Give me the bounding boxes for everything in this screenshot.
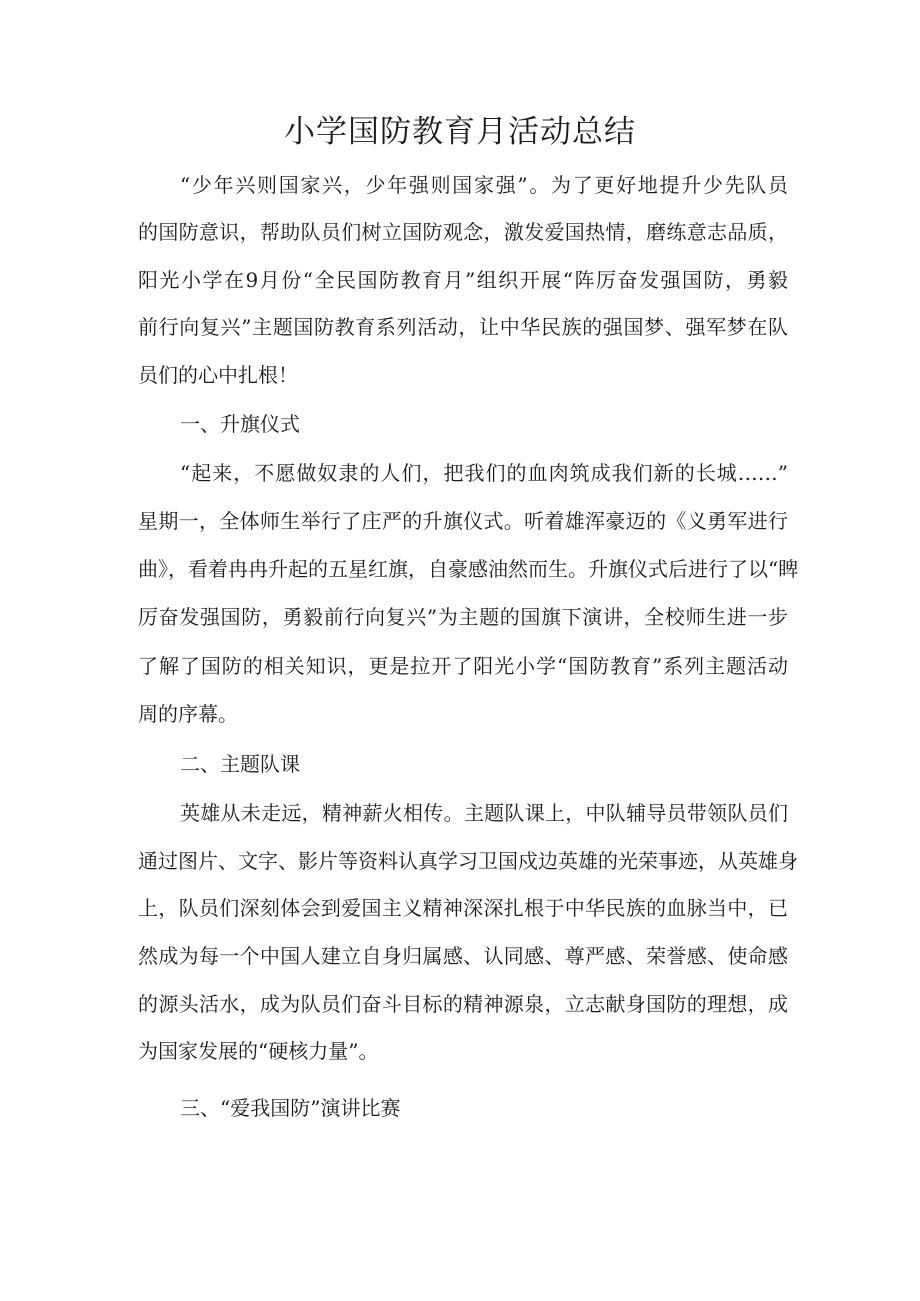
paragraph-line: 厉奋发强国防，勇毅前行向复兴”为主题的国旗下演讲，全校师生进一步 xyxy=(138,605,788,629)
paragraph-line: 的国防意识，帮助队员们树立国防观念，激发爱国热情，磨练意志品质， xyxy=(138,220,788,244)
paragraph-line: 员们的心中扎根！ xyxy=(138,363,298,387)
paragraph-line: “少年兴则国家兴，少年强则国家强”。为了更好地提升少先队员 xyxy=(180,173,788,197)
document-title: 小学国防教育月活动总结 xyxy=(284,114,636,150)
paragraph-line: 了解了国防的相关知识，更是拉开了阳光小学“国防教育”系列主题活动 xyxy=(138,654,788,678)
section-heading: 二、主题队课 xyxy=(180,752,300,776)
paragraph-line: 的源头活水，成为队员们奋斗目标的精神源泉，立志献身国防的理想，成 xyxy=(138,992,788,1016)
paragraph-line: 英雄从未走远，精神薪火相传。主题队课上，中队辅导员带领队员们 xyxy=(180,801,788,825)
paragraph-line: 通过图片、文字、影片等资料认真学习卫国戍边英雄的光荣事迹，从英雄身 xyxy=(138,849,798,873)
paragraph-line: 前行向复兴”主题国防教育系列活动，让中华民族的强国梦、强军梦在队 xyxy=(138,315,788,339)
paragraph-line: 曲》，看着冉冉升起的五星红旗，自豪感油然而生。升旗仪式后进行了以“睥 xyxy=(138,557,799,581)
paragraph-line: 然成为每一个中国人建立自身归属感、认同感、尊严感、荣誉感、使命感 xyxy=(138,944,788,968)
paragraph-line: “起来，不愿做奴隶的人们，把我们的血肉筑成我们新的长城……” xyxy=(180,461,788,485)
paragraph-line: 星期一，全体师生举行了庄严的升旗仪式。听着雄浑豪迈的《义勇军进行 xyxy=(138,509,788,533)
paragraph-line: 上，队员们深刻体会到爱国主义精神深深扎根于中华民族的血脉当中，已 xyxy=(138,896,788,920)
paragraph-line: 周的序幕。 xyxy=(138,702,238,726)
section-heading: 一、升旗仪式 xyxy=(180,412,300,436)
section-heading: 三、“爱我国防”演讲比赛 xyxy=(180,1096,401,1120)
paragraph-line: 为国家发展的“硬核力量”。 xyxy=(138,1039,379,1063)
paragraph-line: 阳光小学在9月份“全民国防教育月”组织开展“阵厉奋发强国防，勇毅 xyxy=(138,268,788,292)
